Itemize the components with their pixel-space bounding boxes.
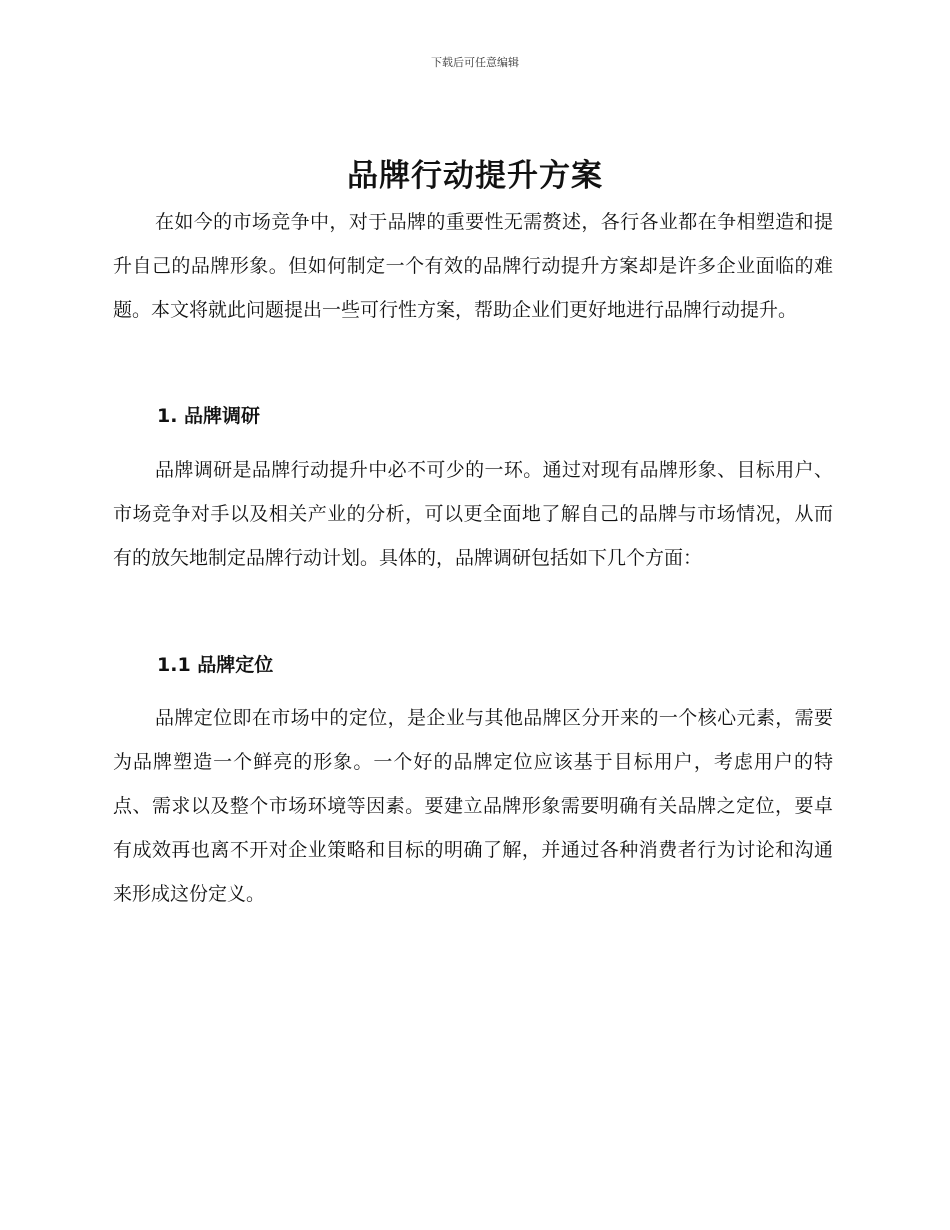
section-1-1-heading-block: [113, 650, 833, 677]
section-1-block: [113, 448, 833, 580]
section-1-1-paragraph: 品牌定位即在市场中的定位，是企业与其他品牌区分开来的一个核心元素，需要为品牌塑造一个鲜亮的形象。一个好的品牌定位应该基于目标用户，考虑用户的特点、需求以及整个市场环境等因素。要建立品牌形象需要明确有关品牌之定位，要卓有成效再也离不开对企业策略和目标的明确了解，并通过各种消费者行为讨论和沟通来形成这份定义。: [113, 707, 833, 905]
header-note: 下载后可任意编辑: [431, 56, 519, 69]
document-title: 品牌行动提升方案: [347, 158, 603, 194]
section-1-1-block: [113, 696, 833, 916]
section-1-heading-block: [113, 401, 833, 428]
intro-block: [113, 200, 833, 332]
intro-paragraph: 在如今的市场竞争中，对于品牌的重要性无需赘述，各行各业都在争相塑造和提升自己的品牌形象。但如何制定一个有效的品牌行动提升方案却是许多企业面临的难题。本文将就此问题提出一些可行性方案，帮助企业们更好地进行品牌行动提升。: [113, 211, 833, 321]
section-1-1-heading: 1.1 品牌定位: [157, 654, 274, 676]
section-1-heading: 1. 品牌调研: [157, 405, 261, 427]
section-1-paragraph: 品牌调研是品牌行动提升中必不可少的一环。通过对现有品牌形象、目标用户、市场竞争对手以及相关产业的分析，可以更全面地了解自己的品牌与市场情况，从而有的放矢地制定品牌行动计划。具体的，品牌调研包括如下几个方面：: [113, 459, 833, 569]
